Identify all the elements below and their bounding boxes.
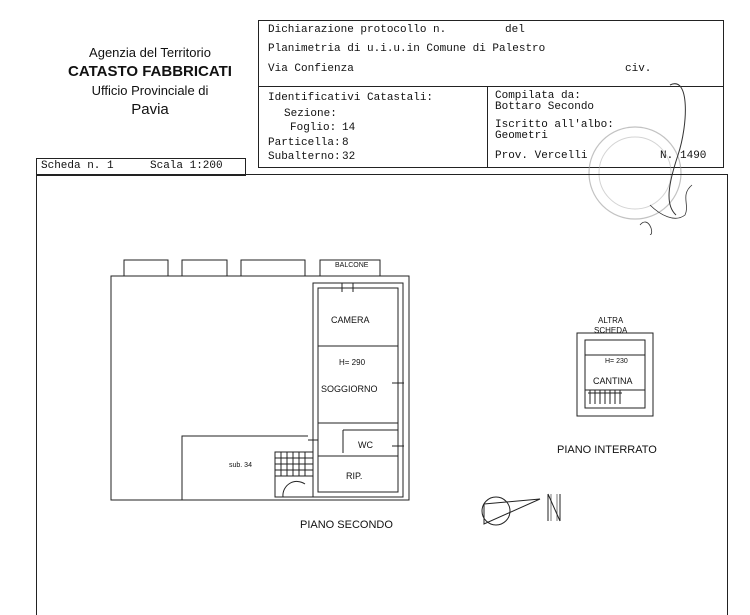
sub34-label: sub. 34	[229, 462, 252, 469]
agency-department: CATASTO FABBRICATI	[68, 63, 232, 80]
sezione-label: Sezione:	[284, 108, 337, 120]
planimetry-label: Planimetria di u.i.u.in Comune di Palestro	[268, 43, 546, 55]
particella-label: Particella:	[268, 137, 341, 149]
subalterno-value: 32	[342, 151, 356, 163]
address-label: Via Confienza	[268, 63, 354, 75]
sheet-number: Scheda n. 1	[41, 160, 114, 172]
particella-value: 8	[342, 137, 349, 149]
ident-title: Identificativi Catastali:	[268, 92, 434, 104]
compilata-label: Compilata da:	[495, 90, 581, 102]
cantina-label: CANTINA	[593, 376, 633, 386]
soggiorno-label: SOGGIORNO	[321, 384, 378, 394]
balcony-label: BALCONE	[335, 262, 369, 269]
scheda-label: SCHEDA	[594, 326, 628, 335]
agency-office: Ufficio Provinciale di	[91, 83, 209, 98]
foglio-value: 14	[342, 122, 356, 134]
iscritto-label: Iscritto all'albo:	[495, 119, 614, 131]
iscritto-value: Geometri	[495, 130, 548, 142]
compilata-value: Bottaro Secondo	[495, 101, 595, 113]
agency-province: Pavia	[131, 101, 169, 118]
protocol-label: Dichiarazione protocollo n.	[268, 24, 447, 36]
registration-n-label: N.	[660, 150, 674, 162]
rip-label: RIP.	[346, 471, 363, 481]
sheet-scale: Scala 1:200	[150, 160, 223, 172]
piano-interrato-title: PIANO INTERRATO	[557, 444, 657, 456]
camera-label: CAMERA	[331, 315, 370, 325]
height-main-label: H= 290	[339, 358, 366, 367]
agency-name: Agenzia del Territorio	[89, 45, 211, 60]
foglio-label: Foglio:	[290, 122, 337, 134]
protocol-del-label: del	[505, 24, 525, 36]
north-label	[547, 489, 563, 525]
piano-secondo-title: PIANO SECONDO	[300, 519, 393, 531]
civic-label: civ.	[625, 63, 652, 75]
altra-label: ALTRA	[598, 316, 624, 325]
registration-number: 1490	[680, 150, 707, 162]
province-label: Prov. Vercelli	[495, 150, 588, 162]
wc-label: WC	[358, 440, 373, 450]
height-cantina-label: H= 230	[605, 358, 628, 365]
subalterno-label: Subalterno:	[268, 151, 341, 163]
